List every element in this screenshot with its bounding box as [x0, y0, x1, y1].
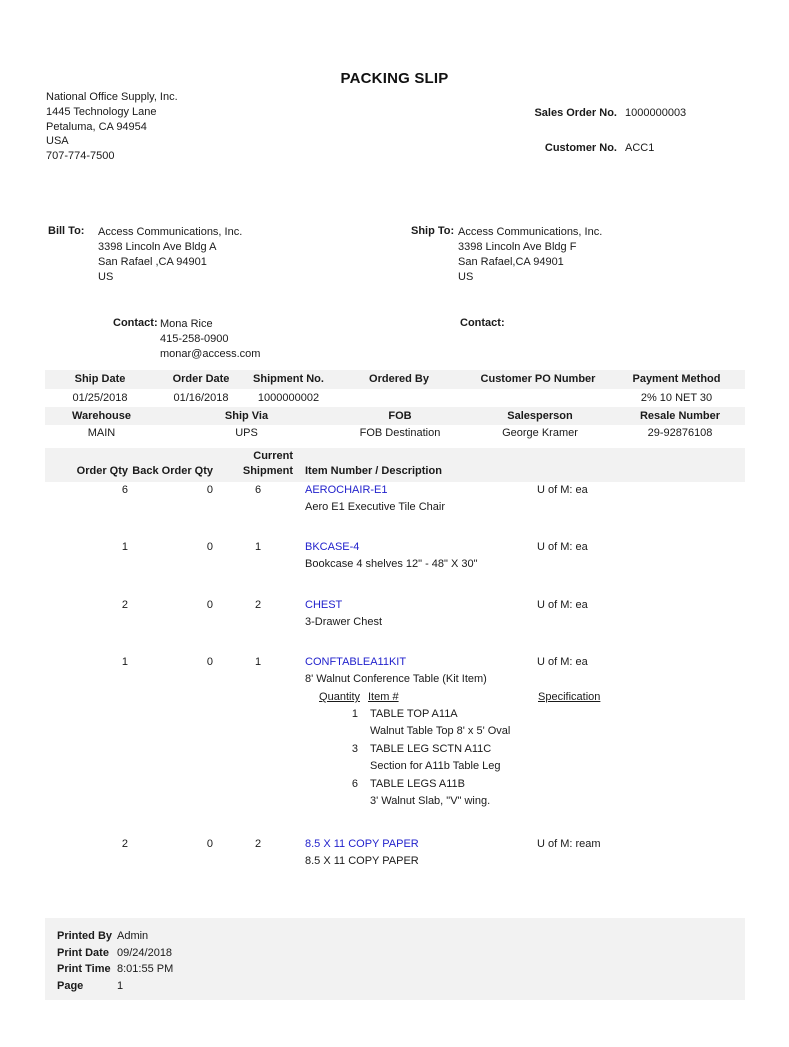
company-address-line2: Petaluma, CA 94954: [46, 120, 147, 133]
ship-to-address: [458, 225, 602, 285]
item-current-shipment: 1: [255, 541, 262, 553]
company-address-line1: 1445 Technology Lane: [46, 105, 157, 118]
item-row: [45, 656, 745, 670]
shipment-no-header: Shipment No.: [253, 373, 324, 385]
item-order-qty: 6: [121, 484, 128, 496]
item-back-order-qty: 0: [206, 838, 213, 850]
print-date-row: [57, 947, 172, 959]
print-date-value: 09/24/2018: [117, 947, 173, 959]
resale-number-value: 29-92876108: [647, 427, 713, 439]
kit-component-quantity: 3: [351, 743, 358, 755]
kit-component-description: Walnut Table Top 8' x 5' Oval: [370, 725, 511, 737]
shipment-info-header-row1: [45, 370, 745, 389]
ship-via-value: UPS: [235, 427, 258, 439]
kit-component-item: TABLE LEGS A11B: [370, 778, 465, 790]
print-time-label: Print Time: [57, 963, 111, 975]
customer-po-header: Customer PO Number: [480, 373, 596, 385]
ship-to-name: Access Communications, Inc.: [458, 226, 603, 238]
item-number-description-header: Item Number / Description: [305, 465, 442, 477]
payment-method-header: Payment Method: [632, 373, 721, 385]
company-country: USA: [46, 135, 69, 148]
print-time-value: 8:01:55 PM: [117, 963, 174, 975]
item-back-order-qty: 0: [206, 599, 213, 611]
bill-to-name: Access Communications, Inc.: [98, 226, 243, 238]
item-number-link[interactable]: AEROCHAIR-E1: [305, 484, 388, 496]
item-uom: [537, 541, 588, 553]
item-uom: [537, 656, 588, 668]
ship-via-header: Ship Via: [224, 410, 269, 422]
salesperson-value: George Kramer: [502, 427, 578, 439]
uom-label: U of M:: [537, 541, 573, 553]
item-back-order-qty: 0: [206, 541, 213, 553]
company-name: National Office Supply, Inc.: [46, 91, 178, 103]
ship-to-label: Ship To:: [411, 225, 455, 237]
item-uom: [537, 484, 588, 496]
order-date-header: Order Date: [172, 373, 230, 385]
page-number-row: [57, 980, 123, 992]
fob-value: FOB Destination: [359, 427, 441, 439]
shipment-info-header-row2: [45, 407, 745, 425]
item-order-qty: 1: [121, 541, 128, 553]
bill-to-label: Bill To:: [48, 225, 85, 237]
item-uom: [537, 838, 601, 850]
kit-component-item: TABLE TOP A11A: [370, 708, 458, 720]
ship-to-city: San Rafael,CA 94901: [458, 256, 564, 268]
uom-value: ream: [575, 838, 601, 850]
order-date-value: 01/16/2018: [173, 392, 229, 404]
item-number-link[interactable]: 8.5 X 11 COPY PAPER: [305, 838, 419, 850]
bill-contact-block: [160, 317, 260, 362]
bill-contact-label: Contact:: [113, 317, 158, 329]
ordered-by-value: [330, 389, 468, 407]
uom-label: U of M:: [537, 599, 573, 611]
item-order-qty: 2: [121, 599, 128, 611]
item-number-link[interactable]: BKCASE-4: [305, 541, 360, 553]
item-uom: [537, 599, 588, 611]
sales-order-row: [450, 107, 750, 119]
item-row: [45, 599, 745, 613]
current-header-line: Current: [253, 450, 293, 462]
page-title: PACKING SLIP: [340, 70, 449, 87]
kit-item-header: Item #: [368, 691, 399, 703]
sales-order-number: 1000000003: [625, 107, 687, 119]
print-info-footer: [45, 918, 745, 1000]
customer-number-row: [450, 142, 750, 154]
item-description: 8' Walnut Conference Table (Kit Item): [305, 673, 487, 685]
item-number-link[interactable]: CONFTABLEA11KIT: [305, 656, 407, 668]
warehouse-value: MAIN: [87, 427, 116, 439]
salesperson-header: Salesperson: [507, 410, 573, 422]
item-current-shipment: 6: [255, 484, 262, 496]
bill-to-address: [98, 225, 242, 285]
item-row: [45, 484, 745, 498]
kit-quantity-header: [298, 691, 360, 703]
printed-by-label: Printed By: [57, 930, 113, 942]
ordered-by-header: Ordered By: [369, 373, 429, 385]
shipment-header: Shipment: [242, 465, 293, 477]
item-description: 3-Drawer Chest: [305, 616, 383, 628]
print-date-label: Print Date: [57, 947, 109, 959]
payment-method-value: 2% 10 NET 30: [640, 392, 713, 404]
bill-contact-phone: 415-258-0900: [160, 333, 229, 345]
resale-number-header: Resale Number: [639, 410, 721, 422]
back-order-qty-header: Back Order Qty: [132, 465, 213, 477]
page-number-value: 1: [117, 980, 124, 992]
order-qty-header: Order Qty: [76, 465, 128, 477]
uom-label: U of M:: [537, 484, 573, 496]
print-time-row: [57, 963, 173, 975]
page-number-label: Page: [57, 980, 84, 992]
uom-value: ea: [575, 599, 588, 611]
item-current-shipment: 1: [255, 656, 262, 668]
kit-component-quantity: 6: [351, 778, 358, 790]
item-description: Bookcase 4 shelves 12" - 48" X 30": [305, 558, 478, 570]
bill-to-country: US: [98, 271, 114, 283]
fob-header: FOB: [388, 410, 412, 422]
uom-value: ea: [575, 656, 588, 668]
ship-date-value: 01/25/2018: [72, 392, 128, 404]
company-phone: 707-774-7500: [46, 150, 115, 163]
bill-to-city: San Rafael ,CA 94901: [98, 256, 207, 268]
ship-to-country: US: [458, 271, 474, 283]
shipment-info-values-row2: [45, 425, 745, 442]
item-back-order-qty: 0: [206, 656, 213, 668]
ship-date-header: Ship Date: [74, 373, 126, 385]
ship-contact-label: Contact:: [460, 317, 505, 329]
item-row: [45, 541, 745, 555]
bill-contact-name: Mona Rice: [160, 318, 213, 330]
item-order-qty: 1: [121, 656, 128, 668]
kit-component-description: Section for A11b Table Leg: [370, 760, 501, 772]
ship-to-street: 3398 Lincoln Ave Bldg F: [458, 241, 577, 253]
customer-number: ACC1: [625, 142, 655, 154]
kit-specification-header: Specification: [538, 691, 601, 703]
sales-order-label: Sales Order No.: [534, 107, 617, 119]
uom-value: ea: [575, 541, 588, 553]
item-order-qty: 2: [121, 838, 128, 850]
kit-component-quantity: 1: [351, 708, 358, 720]
printed-by-value: Admin: [117, 930, 149, 942]
item-current-shipment: 2: [255, 838, 262, 850]
bill-to-street: 3398 Lincoln Ave Bldg A: [98, 241, 217, 253]
item-number-link[interactable]: CHEST: [305, 599, 343, 611]
printed-by-row: [57, 930, 148, 942]
kit-component-description: 3' Walnut Slab, "V" wing.: [370, 795, 491, 807]
item-row: [45, 838, 745, 852]
company-info-block: [46, 90, 178, 164]
uom-label: U of M:: [537, 838, 573, 850]
item-current-shipment: 2: [255, 599, 262, 611]
uom-label: U of M:: [537, 656, 573, 668]
customer-po-value: [468, 389, 608, 407]
bill-contact-email: monar@access.com: [160, 348, 261, 360]
items-table-header: [45, 448, 745, 482]
item-description: 8.5 X 11 COPY PAPER: [305, 855, 419, 867]
shipment-no-value: 1000000002: [257, 392, 320, 404]
item-description: Aero E1 Executive Tile Chair: [305, 501, 446, 513]
shipment-info-values-row1: [45, 389, 745, 407]
uom-value: ea: [575, 484, 588, 496]
customer-number-label: Customer No.: [544, 142, 617, 154]
kit-component-item: TABLE LEG SCTN A11C: [370, 743, 492, 755]
item-back-order-qty: 0: [206, 484, 213, 496]
warehouse-header: Warehouse: [72, 410, 131, 422]
kit-quantity-header-text: Quantity: [319, 691, 360, 703]
